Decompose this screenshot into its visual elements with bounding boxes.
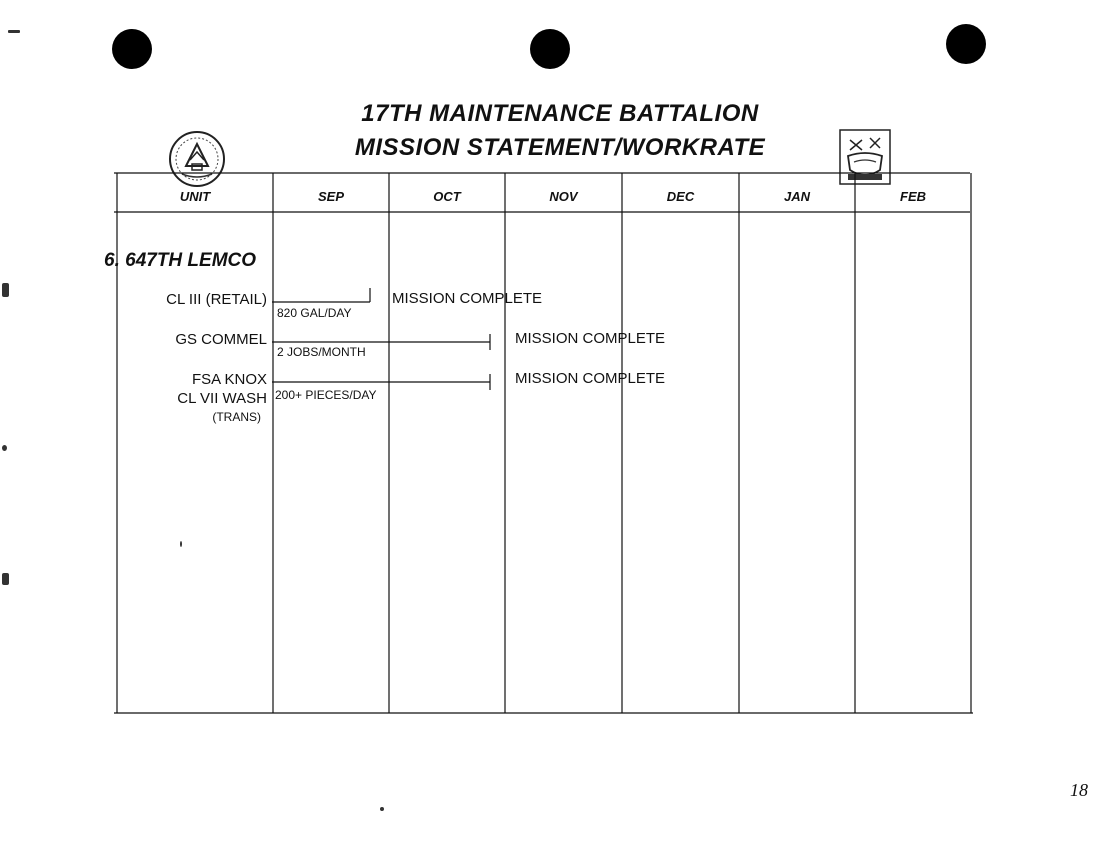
row-rate-cl-iii: 820 GAL/DAY <box>277 306 352 320</box>
row-label-fsa-knox: FSA KNOX <box>191 371 267 388</box>
row-rate-fsa-knox: 200+ PIECES/DAY <box>275 388 377 402</box>
scan-speck <box>180 541 182 547</box>
scan-speck <box>2 445 7 451</box>
row-status-fsa-knox: MISSION COMPLETE <box>515 370 666 387</box>
row-label-cl-iii: CL III (RETAIL) <box>166 291 267 308</box>
row-label-trans: (TRANS) <box>212 410 261 424</box>
column-header-jan: JAN <box>783 189 810 204</box>
column-header-oct: OCT <box>433 189 461 204</box>
column-header-feb: FEB <box>900 189 926 204</box>
scan-speck <box>380 807 384 811</box>
row-status-gs-commel: MISSION COMPLETE <box>515 330 666 347</box>
unit-heading: 6. 647TH LEMCO <box>104 250 257 271</box>
scan-speck <box>2 283 9 297</box>
column-header-dec: DEC <box>666 189 695 204</box>
row-rate-gs-commel: 2 JOBS/MONTH <box>277 345 366 359</box>
title-line-2: MISSION STATEMENT/WORKRATE <box>354 134 766 161</box>
row-label-cl-vii-wash: CL VII WASH <box>177 390 267 407</box>
column-header-unit: UNIT <box>179 189 211 204</box>
page-number: 18 <box>1070 780 1088 800</box>
column-header-nov: NOV <box>549 189 578 204</box>
column-header-sep: SEP <box>317 189 344 204</box>
scan-speck <box>2 573 9 585</box>
row-status-cl-iii: MISSION COMPLETE <box>392 290 543 307</box>
row-label-gs-commel: GS COMMEL <box>175 331 267 348</box>
title-line-1: 17TH MAINTENANCE BATTALION <box>361 100 759 127</box>
scan-speck <box>8 30 20 33</box>
